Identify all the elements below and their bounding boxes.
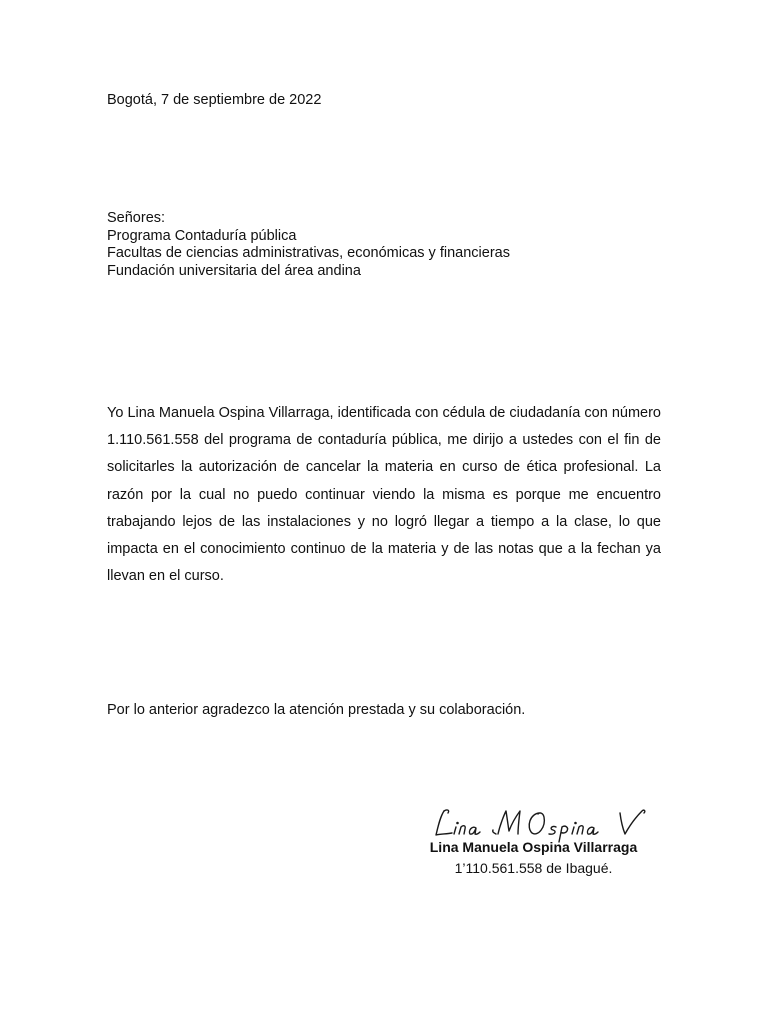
recipient-program: Programa Contaduría pública [107, 227, 297, 244]
recipient-faculty: Facultas de ciencias administrativas, económicas y financieras [107, 245, 510, 261]
signer-name: Lina Manuela Ospina Villarraga [429, 839, 638, 855]
recipients-block [107, 210, 667, 280]
signer-id-number: 1’110.561.558 de Ibagué. [454, 860, 613, 876]
handwritten-signature [430, 803, 650, 843]
body-paragraph: Yo Lina Manuela Ospina Villarraga, identificada con cédula de ciudadanía con número 1.110.561.558 del programa de contaduría pública, me dirijo a ustedes con el fin de solicitarles la autorización de cancelar la materia en curso de ética profesional. La razón por la cual no puedo continuar viendo la misma es porque me encuentro trabajando lejos de las instalaciones y no logró llegar a tiempo a la clase, lo que impacta en el conocimiento continuo de la materia y de las notas que a la fechan ya llevan en el curso. [107, 405, 661, 585]
signature-block [410, 795, 660, 885]
recipient-salutation: Señores: [107, 210, 166, 226]
date-line: Bogotá, 7 de septiembre de 2022 [107, 92, 322, 108]
recipient-institution: Fundación universitaria del área andina [107, 262, 361, 279]
closing-line: Por lo anterior agradezco la atención prestada y su colaboración. [107, 702, 526, 718]
